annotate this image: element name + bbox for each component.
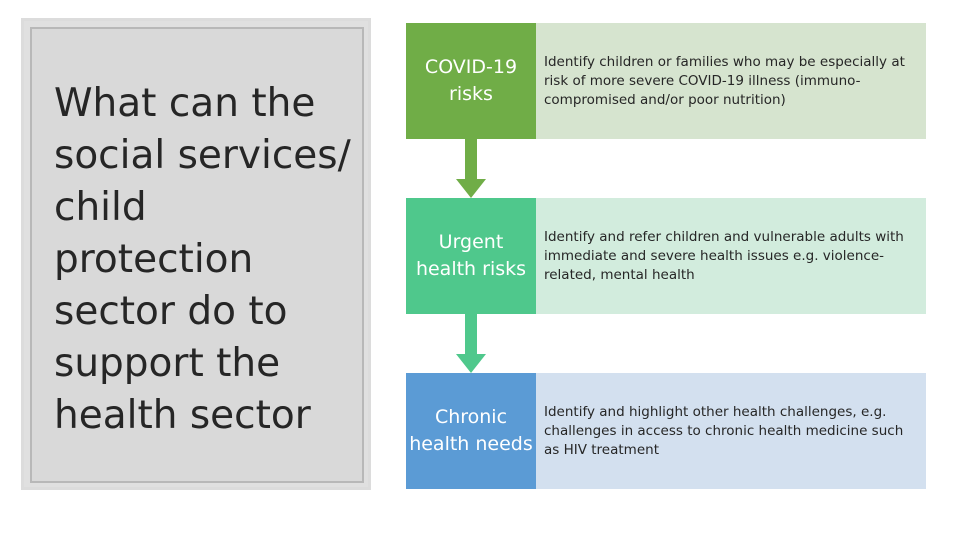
- flow-arrow-2-shaft: [465, 314, 477, 354]
- step-covid-risks-description-box: [536, 23, 926, 139]
- flow-arrow-1: [454, 139, 488, 199]
- step-urgent-health-description-box: [536, 198, 926, 314]
- step-urgent-health-description: Identify and refer children and vulnerable adults with immediate and severe health issues e.g. violence-related, mental health: [544, 228, 904, 283]
- step-chronic-health-description: Identify and highlight other health challenges, e.g. challenges in access to chronic health medicine such as HIV treatment: [544, 403, 904, 458]
- step-urgent-health-label: Urgent health risks: [415, 231, 527, 280]
- step-chronic-health-label: Chronic health needs: [409, 406, 533, 455]
- step-covid-risks-label: COVID-19 risks: [424, 56, 518, 105]
- flow-arrow-1-shaft: [465, 139, 477, 179]
- step-urgent-health-box: [406, 198, 536, 314]
- step-covid-risks-box: [406, 23, 536, 139]
- flow-arrow-2-head: [456, 354, 486, 373]
- step-chronic-health-description-box: [536, 373, 926, 489]
- flow-arrow-2: [454, 314, 488, 374]
- flow-arrow-1-head: [456, 179, 486, 198]
- step-chronic-health-box: [406, 373, 536, 489]
- page-title: What can the social services/ child protection sector do to support the health sector: [54, 81, 351, 438]
- step-covid-risks-description: Identify children or families who may be especially at risk of more severe COVID-19 illness (immuno-compromised and/or poor nutrition): [544, 53, 905, 108]
